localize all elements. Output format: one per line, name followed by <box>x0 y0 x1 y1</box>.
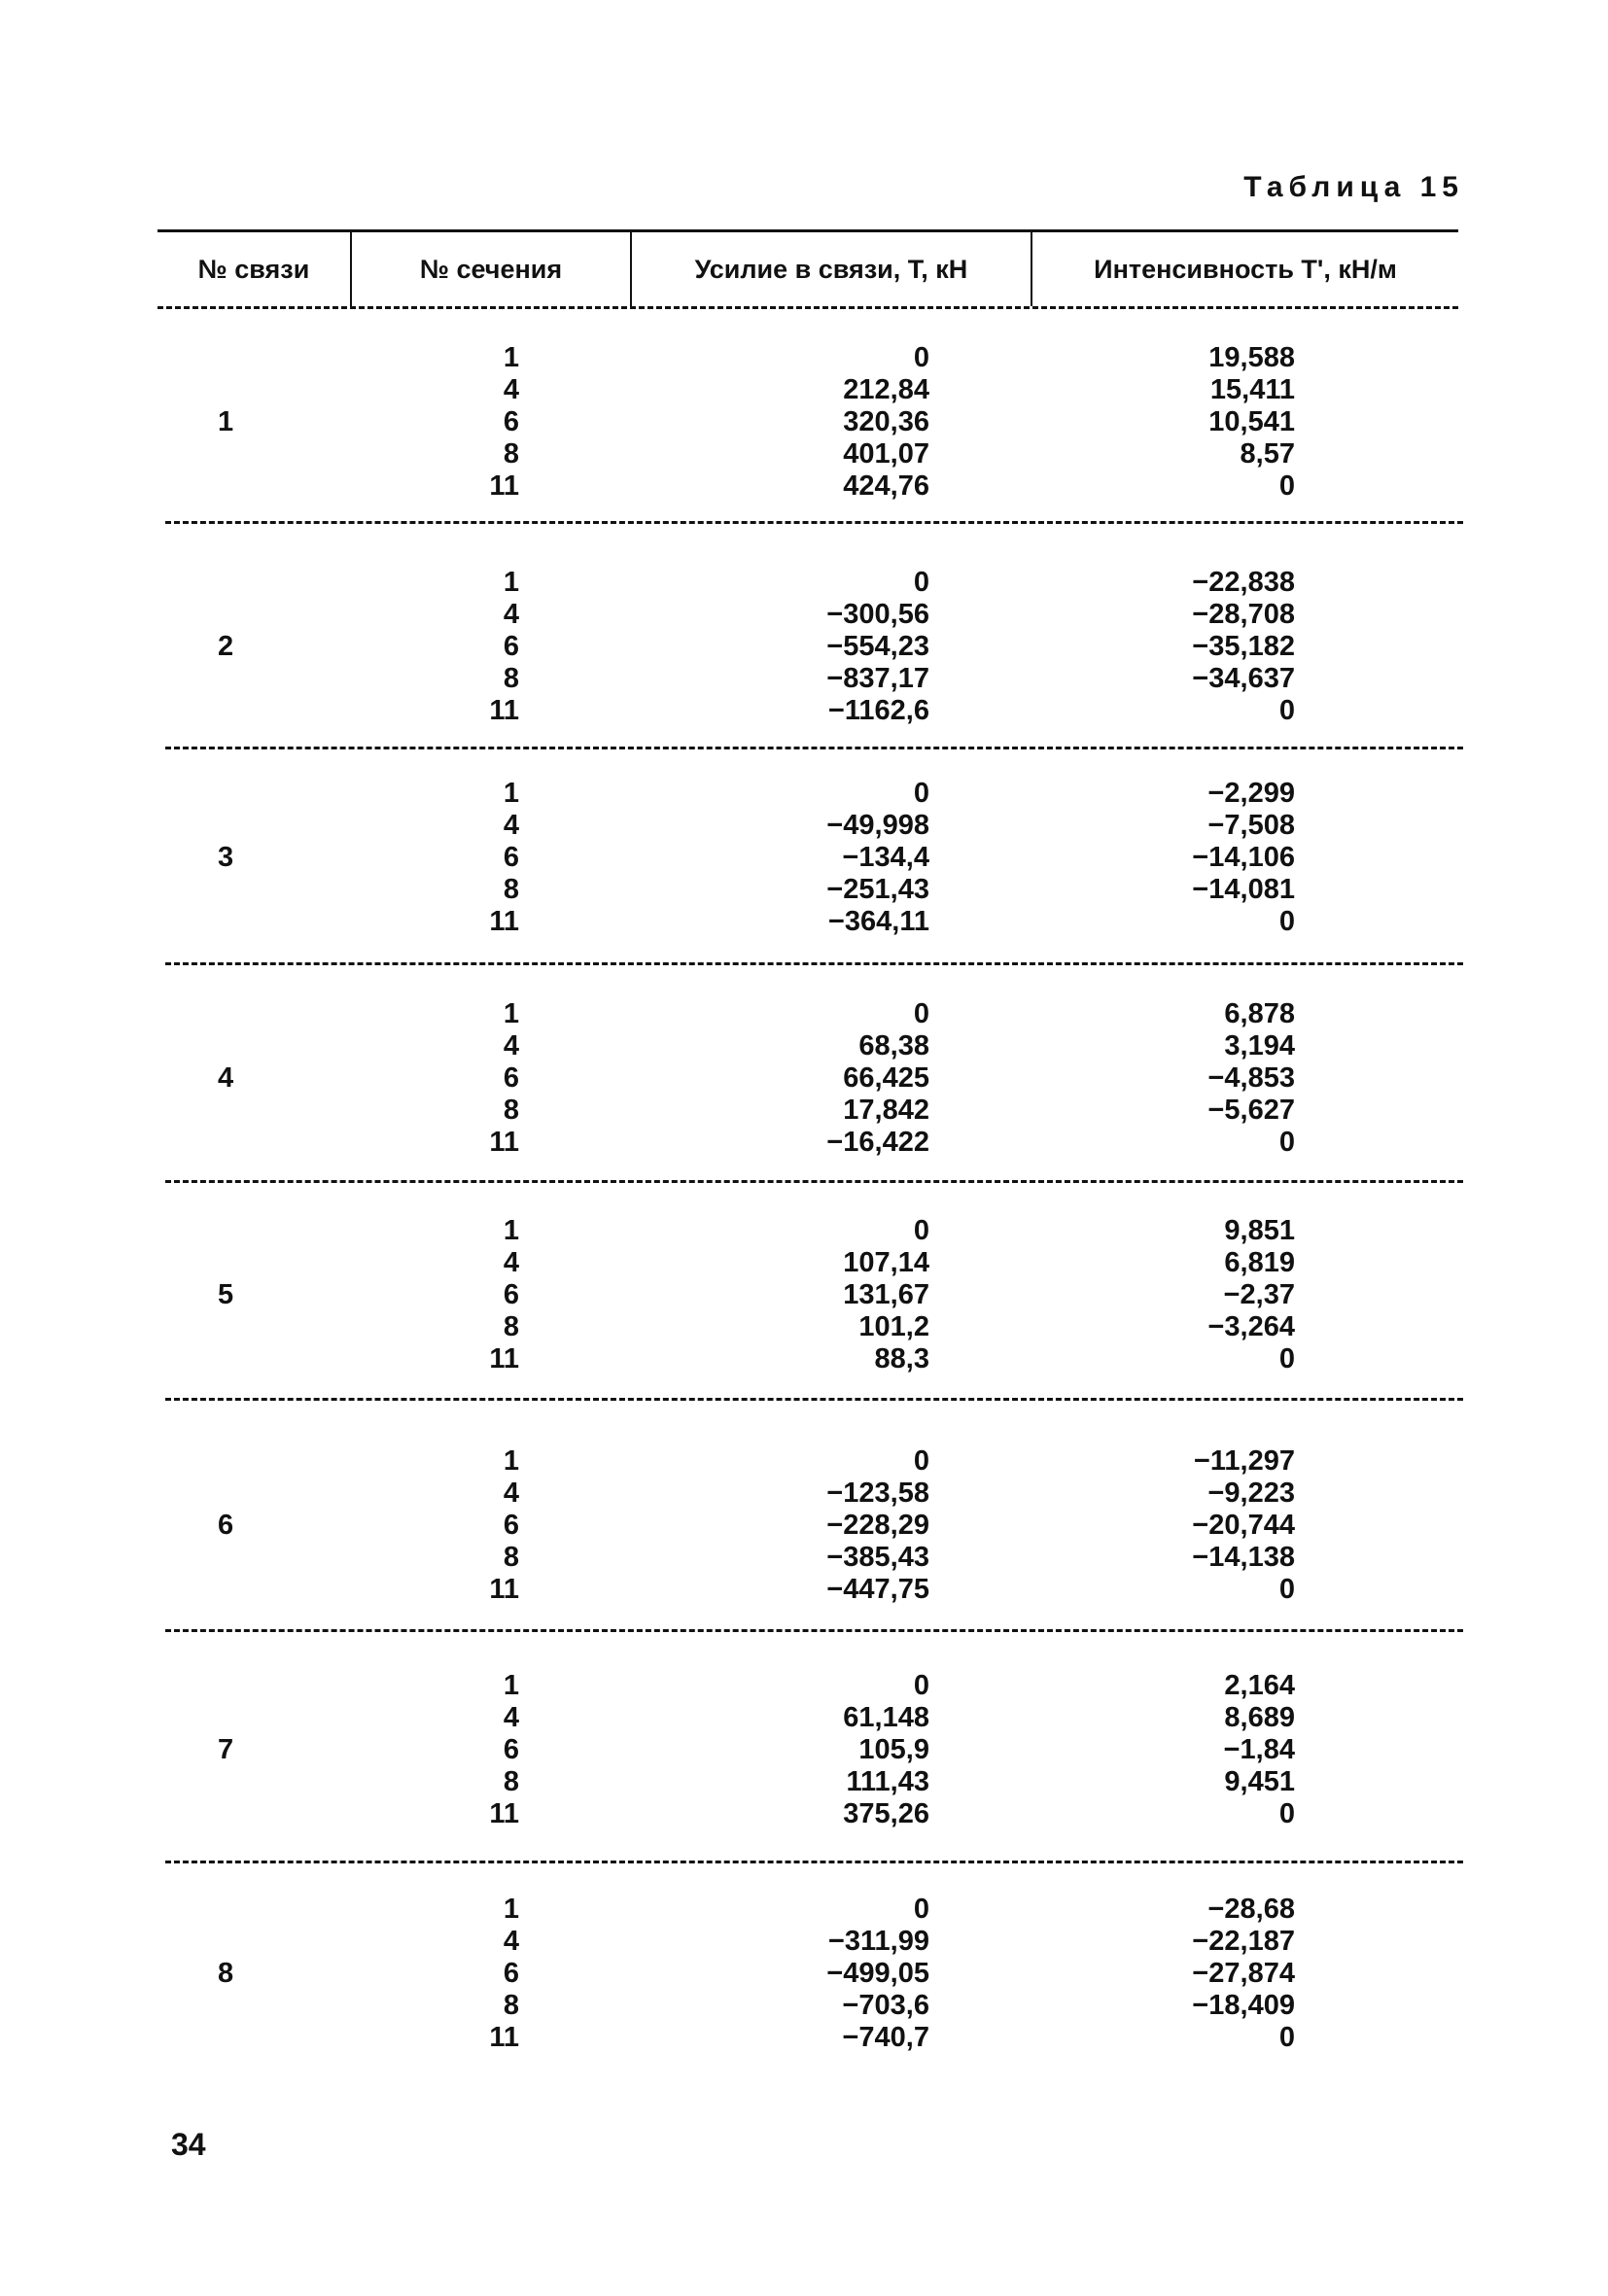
section-number: 1 <box>503 1894 519 1925</box>
section-number: 8 <box>503 1095 519 1126</box>
intensity-value: 19,588 <box>1208 342 1295 373</box>
section-number: 6 <box>503 1734 519 1765</box>
section-number: 1 <box>503 778 519 809</box>
force-value: −123,58 <box>826 1478 929 1509</box>
section-number: 1 <box>503 1445 519 1477</box>
section-number: 4 <box>503 1926 519 1957</box>
block-divider <box>165 521 1463 524</box>
force-value: −49,998 <box>826 810 929 841</box>
intensity-value: −35,182 <box>1192 631 1295 662</box>
section-number: 8 <box>503 438 519 470</box>
section-number: 11 <box>489 695 519 726</box>
section-number: 11 <box>489 1343 519 1374</box>
force-value: 212,84 <box>843 374 929 405</box>
intensity-value: −9,223 <box>1207 1478 1295 1509</box>
force-value: −837,17 <box>826 663 929 694</box>
intensity-value: 10,541 <box>1208 406 1295 437</box>
force-value: 0 <box>913 342 929 373</box>
intensity-value: −1,84 <box>1223 1734 1295 1765</box>
force-value: 131,67 <box>843 1279 929 1310</box>
section-number: 4 <box>503 599 519 630</box>
block-divider <box>165 1861 1463 1863</box>
force-value: 0 <box>913 778 929 809</box>
intensity-value: 0 <box>1278 1127 1295 1158</box>
block-divider <box>165 747 1463 749</box>
block-divider <box>165 1629 1463 1632</box>
force-value: 88,3 <box>874 1343 929 1374</box>
section-number: 6 <box>503 842 519 873</box>
section-number: 6 <box>503 1510 519 1541</box>
section-number: 6 <box>503 1062 519 1094</box>
intensity-value: 9,451 <box>1224 1766 1295 1797</box>
section-number: 11 <box>489 1574 519 1605</box>
intensity-value: 6,819 <box>1224 1247 1295 1278</box>
intensity-value: −34,637 <box>1192 663 1295 694</box>
force-value: 320,36 <box>843 406 929 437</box>
intensity-value: 0 <box>1278 1343 1295 1374</box>
intensity-value: −22,838 <box>1192 567 1295 598</box>
section-number: 4 <box>503 1030 519 1061</box>
section-number: 8 <box>503 663 519 694</box>
intensity-value: 0 <box>1278 906 1295 937</box>
force-value: −251,43 <box>826 874 929 905</box>
intensity-value: 0 <box>1278 695 1295 726</box>
link-number: 4 <box>218 1062 234 1094</box>
intensity-value: 8,689 <box>1224 1702 1295 1733</box>
intensity-value: 9,851 <box>1224 1215 1295 1246</box>
force-value: 68,38 <box>858 1030 929 1061</box>
section-number: 1 <box>503 1215 519 1246</box>
header-force: Усилие в связи, T, кН <box>694 254 968 284</box>
intensity-value: −2,37 <box>1223 1279 1295 1310</box>
section-number: 1 <box>503 1670 519 1701</box>
intensity-value: −20,744 <box>1192 1510 1295 1541</box>
link-number: 7 <box>218 1734 234 1765</box>
link-number: 8 <box>218 1958 234 1989</box>
force-value: −364,11 <box>827 906 929 937</box>
intensity-value: −7,508 <box>1207 810 1295 841</box>
force-value: 61,148 <box>843 1702 929 1733</box>
section-number: 6 <box>503 1279 519 1310</box>
section-number: 11 <box>489 470 519 502</box>
section-number: 8 <box>503 1766 519 1797</box>
block-divider <box>165 1180 1463 1183</box>
section-number: 1 <box>503 567 519 598</box>
force-value: −703,6 <box>842 1990 929 2021</box>
force-value: 111,43 <box>846 1766 929 1797</box>
link-number: 1 <box>218 406 234 437</box>
section-number: 4 <box>503 810 519 841</box>
link-number: 3 <box>218 842 234 873</box>
section-number: 6 <box>503 406 519 437</box>
force-value: −499,05 <box>826 1958 929 1989</box>
section-number: 11 <box>489 1798 519 1829</box>
section-number: 11 <box>489 1127 519 1158</box>
link-number: 6 <box>218 1510 234 1541</box>
intensity-value: −5,627 <box>1207 1095 1295 1126</box>
intensity-value: 0 <box>1278 2022 1295 2053</box>
header-section-number: № сечения <box>419 254 563 284</box>
force-value: 375,26 <box>843 1798 929 1829</box>
section-number: 11 <box>489 2022 519 2053</box>
block-divider <box>165 962 1463 965</box>
intensity-value: −18,409 <box>1192 1990 1295 2021</box>
intensity-value: −11,297 <box>1193 1445 1295 1477</box>
force-value: −16,422 <box>826 1127 929 1158</box>
force-value: −740,7 <box>842 2022 929 2053</box>
section-number: 6 <box>503 1958 519 1989</box>
intensity-value: −3,264 <box>1207 1311 1295 1342</box>
intensity-value: 2,164 <box>1224 1670 1295 1701</box>
section-number: 4 <box>503 1478 519 1509</box>
section-number: 1 <box>503 342 519 373</box>
intensity-value: 8,57 <box>1240 438 1295 470</box>
section-number: 4 <box>503 374 519 405</box>
intensity-value: −14,106 <box>1192 842 1295 873</box>
header-intensity: Интенсивность T', кН/м <box>1094 254 1397 284</box>
force-value: 0 <box>913 567 929 598</box>
section-number: 11 <box>489 906 519 937</box>
intensity-value: −2,299 <box>1207 778 1295 809</box>
force-value: 0 <box>913 1670 929 1701</box>
force-value: −385,43 <box>826 1542 929 1573</box>
intensity-value: −4,853 <box>1207 1062 1295 1094</box>
force-value: 0 <box>913 1894 929 1925</box>
page-number: 34 <box>171 2127 206 2162</box>
intensity-value: −27,874 <box>1192 1958 1295 1989</box>
force-value: 0 <box>913 1215 929 1246</box>
intensity-value: −22,187 <box>1192 1926 1295 1957</box>
intensity-value: 0 <box>1278 1574 1295 1605</box>
force-value: 66,425 <box>843 1062 929 1094</box>
link-number: 2 <box>218 631 234 662</box>
table-label: Таблица 15 <box>1243 171 1464 203</box>
section-number: 8 <box>503 1542 519 1573</box>
intensity-value: −28,68 <box>1207 1894 1295 1925</box>
intensity-value: 0 <box>1278 470 1295 502</box>
force-value: −1162,6 <box>827 695 929 726</box>
section-number: 8 <box>503 1311 519 1342</box>
force-value: 105,9 <box>858 1734 929 1765</box>
table-header <box>157 229 1458 309</box>
intensity-value: −14,138 <box>1192 1542 1295 1573</box>
force-value: −134,4 <box>842 842 929 873</box>
force-value: 17,842 <box>843 1095 929 1126</box>
force-value: 0 <box>913 998 929 1029</box>
intensity-value: 3,194 <box>1224 1030 1295 1061</box>
block-divider <box>165 1398 1463 1401</box>
intensity-value: 15,411 <box>1209 374 1295 405</box>
force-value: −300,56 <box>826 599 929 630</box>
intensity-value: 6,878 <box>1224 998 1295 1029</box>
intensity-value: 0 <box>1278 1798 1295 1829</box>
force-value: 401,07 <box>843 438 929 470</box>
section-number: 1 <box>503 998 519 1029</box>
header-link-number: № связи <box>197 254 310 284</box>
force-value: 101,2 <box>858 1311 929 1342</box>
section-number: 8 <box>503 874 519 905</box>
intensity-value: −14,081 <box>1192 874 1295 905</box>
force-value: −554,23 <box>826 631 929 662</box>
section-number: 6 <box>503 631 519 662</box>
intensity-value: −28,708 <box>1192 599 1295 630</box>
section-number: 8 <box>503 1990 519 2021</box>
force-value: 107,14 <box>843 1247 929 1278</box>
force-value: −311,99 <box>827 1926 929 1957</box>
force-value: −228,29 <box>826 1510 929 1541</box>
section-number: 4 <box>503 1247 519 1278</box>
force-value: −447,75 <box>826 1574 929 1605</box>
force-value: 424,76 <box>843 470 929 502</box>
link-number: 5 <box>218 1279 234 1310</box>
section-number: 4 <box>503 1702 519 1733</box>
force-value: 0 <box>913 1445 929 1477</box>
